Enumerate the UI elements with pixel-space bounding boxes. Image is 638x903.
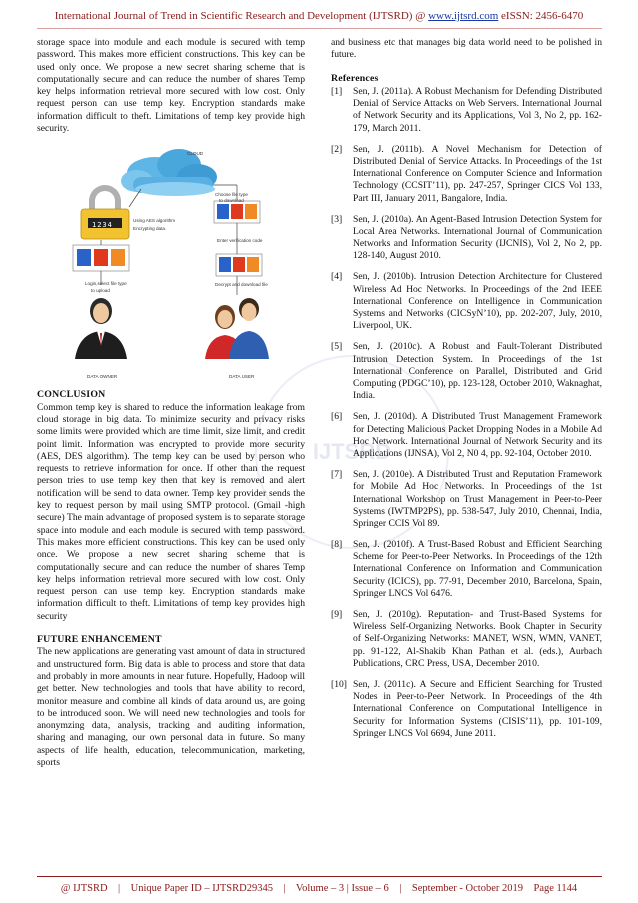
upload-file-icons — [73, 245, 129, 271]
reference-text: Sen, J. (2010d). A Distributed Trust Management Framework for Detecting Malicious Packet Dropping Nodes in a Mobile Ad Hoc Network. International Journal of Network Security and its Applications (IJNSA), Vol 2, N0 4, pp. 92-104, October 2010. — [353, 411, 602, 460]
reference-number: [4] — [331, 271, 343, 283]
reference-list — [331, 86, 602, 740]
header-issn: eISSN: 2456-6470 — [498, 10, 584, 22]
header-journal-name: International Journal of Trend in Scientific Research and Development (IJTSRD) @ — [54, 10, 429, 22]
system-architecture-figure — [37, 145, 305, 385]
choose-file-label-2: to download — [219, 198, 244, 204]
reference-item — [331, 144, 602, 205]
reference-text: Sen, J. (2010a). An Agent-Based Intrusion Detection System for Local Area Networks. International Journal of Communication Networks and Information Security (IJCNIS), Vol 2, No 2, pp. 128-140, August 2010. — [353, 213, 602, 262]
reference-item — [331, 214, 602, 263]
choose-file-label-1: Choose file type — [215, 192, 248, 198]
reference-number: [10] — [331, 678, 347, 690]
aes-label-1: Using AES algorithm — [133, 218, 176, 224]
reference-item — [331, 679, 602, 740]
login-label-1: Login,select file type — [85, 281, 127, 287]
architecture-diagram — [37, 145, 305, 385]
reference-number: [8] — [331, 538, 343, 550]
reference-text: Sen, J. (2010e). A Distributed Trust and Reputation Framework for Mobile Ad Hoc Networks. In Proceedings of the 1st International Workshop on Trust Management in Peer-to-Peer Systems (IWTMP2PS), pp. 538-547, July 2010, Chennai, India, Springer CCIS Vol 89. — [353, 468, 602, 530]
verification-label: Enter verification code — [217, 238, 263, 244]
data-owner-person-icon — [75, 298, 127, 359]
reference-number: [5] — [331, 341, 343, 353]
reference-text: Sen, J. (2010f). A Trust-Based Robust and Efficient Searching Scheme for Peer-to-Peer Networks. In Proceedings of the 12th International Conference on Information and Communication Security (ICICS), pp. 77-91, December 2010, Barcelona, Spain, Springer LNCS Vol 6476. — [353, 538, 602, 600]
reference-text: Sen, J. (2010c). A Robust and Fault-Tolerant Distributed Intrusion Detection System. In Proceedings of the 1st International Conference on Parallel, Distributed and Grid Computing (PDGC’10), pp. 123-128, October 2010, Waknaghat, India. — [353, 341, 602, 402]
reference-text: Sen, J. (2011c). A Secure and Efficient Searching for Trusted Nodes in Peer-to-Peer Network. In Proceedings of the 4th International Conference on Computational Intelligence in Security for Information Systems (CISIS’11), pp. 101-109, Springer LNCS Vol 6694, June 2011. — [353, 678, 602, 740]
reference-item — [331, 539, 602, 600]
data-owner-label: DATA OWNER — [87, 374, 118, 380]
decrypted-file-icons — [216, 254, 262, 276]
reference-item — [331, 411, 602, 460]
reference-number: [3] — [331, 213, 343, 225]
conclusion-heading: CONCLUSION — [37, 389, 106, 401]
page-footer: @ IJTSRD | Unique Paper ID – IJTSRD29345 | Volume – 3 | Issue – 6 | September - October 2019 Page 1144 — [60, 883, 578, 894]
journal-header — [0, 10, 638, 22]
reference-number: [6] — [331, 411, 343, 423]
future-enhancement-heading: FUTURE ENHANCEMENT — [37, 634, 162, 646]
future-enhancement-paragraph: The new applications are generating vast amount of data in structured and unstructured form. Big data is able to process and store that data and probably in more amounts in near future. Hopefully, Hadoop will get better. New technologies and tools that have ability to record, monitor measure and combine all kinds of data around us, are going to be introduced soon. We will need new technologies and tools for anonymzing data, analysis, tracking and auditing information, sharing and managing, our own personal data in future. So many aspects of life health, education, telecommunication, marketing, sports — [37, 646, 305, 768]
login-label-2: to upload — [91, 288, 110, 294]
continuation-paragraph: and business etc that manages big data world need to be polished in future. — [331, 37, 602, 61]
reference-text: Sen, J. (2010b). Intrusion Detection Architecture for Clustered Wireless Ad Hoc Networks. In Proceedings of the 2nd IEEE International Conference on Intelligence in Communication Systems and Networks (CICSyN’10), pp. 202-207, July, 2010, Liverpool, UK. — [353, 271, 602, 332]
reference-text: Sen, J. (2011a). A Robust Mechanism for Defending Distributed Denial of Service Attacks on Web Servers. International Journal of Network Security and its Applications, Vol 3, No 2, pp. 162-179, March 2011. — [353, 85, 602, 134]
data-user-label: DATA USER — [229, 374, 255, 380]
reference-number: [2] — [331, 143, 343, 155]
intro-paragraph: storage space into module and each module is secured with temp password. This makes more efficient constructions. This key can be used only once. We propose a new secret sharing scheme that is computationally secure and can reduce the number of shares Temp key helps information retrieval more secured with low cost. Only request person can use temp key. Encryption standards make information difficult to theft. Limitations of temp key provide high security. — [37, 37, 305, 135]
reference-item — [331, 86, 602, 135]
header-url-link[interactable]: www.ijtsrd.com — [428, 10, 499, 22]
left-column — [37, 37, 305, 769]
reference-text: Sen, J. (2010g). Reputation- and Trust-Based Systems for Wireless Self-Organizing Networks. Book Chapter in Security of Self-Organizing Networks: MANET, WSN, WMN, VANET, pp. 91-122, Al-Shakib Khan Pathan et al. (eds.), Aurbach Publications, CRC Press, USA, December 2010. — [353, 608, 602, 670]
decrypt-label: Decrypt and download file — [215, 282, 268, 288]
reference-number: [1] — [331, 85, 343, 97]
reference-item — [331, 341, 602, 402]
footer-divider — [37, 876, 602, 877]
reference-number: [7] — [331, 468, 343, 480]
reference-item — [331, 469, 602, 530]
lock-code-text: 1234 — [92, 221, 113, 230]
aes-label-2: Encrypting data. — [133, 226, 167, 232]
right-column — [331, 37, 602, 749]
conclusion-paragraph: Common temp key is shared to reduce the information leakage from cloud storage in big data. To minimize security and privacy risks some limits were provided which are time limit, size limit, and credit point limit. Information was encrypted to provide more security (AES, DES algorithm). The temp key can be used by person who requests to retrieve information for once. If other than the request person tries to use temp key then that key is removed and alert notification will be send to data owner. Temp key provider sends the key to request person by mail using SMTP protocol. (Gmail -high secure) The main advantage of proposed system is to separate storage space into module and each module is secured with temp password. This makes more efficient constructions. This key can be used only once. We propose a new secret sharing scheme that is computationally secure and can reduce the number of shares Temp key helps information retrieval more secured with low cost. Only request person can use temp key. Encryption standards make information difficult to theft. Limitations of temp key provides high security — [37, 401, 305, 622]
reference-item — [331, 609, 602, 670]
ijtsrd-watermark: IJTSRD — [255, 355, 449, 549]
reference-text: Sen, J. (2011b). A Novel Mechanism for Detection of Distributed Denial of Service Attacks. In Proceedings of the 1st International Conference on Computer Science and Information Technology (CCSIT’11), pp. 247-257, Springer CICS Vol 133, Part III, January 2011, Bangalore, India. — [353, 143, 602, 204]
reference-item — [331, 271, 602, 332]
reference-number: [9] — [331, 608, 343, 620]
cloud-label: CLOUD — [187, 151, 204, 157]
header-divider — [37, 28, 602, 29]
references-heading: References — [331, 72, 379, 84]
data-user-people-icon — [205, 298, 269, 359]
